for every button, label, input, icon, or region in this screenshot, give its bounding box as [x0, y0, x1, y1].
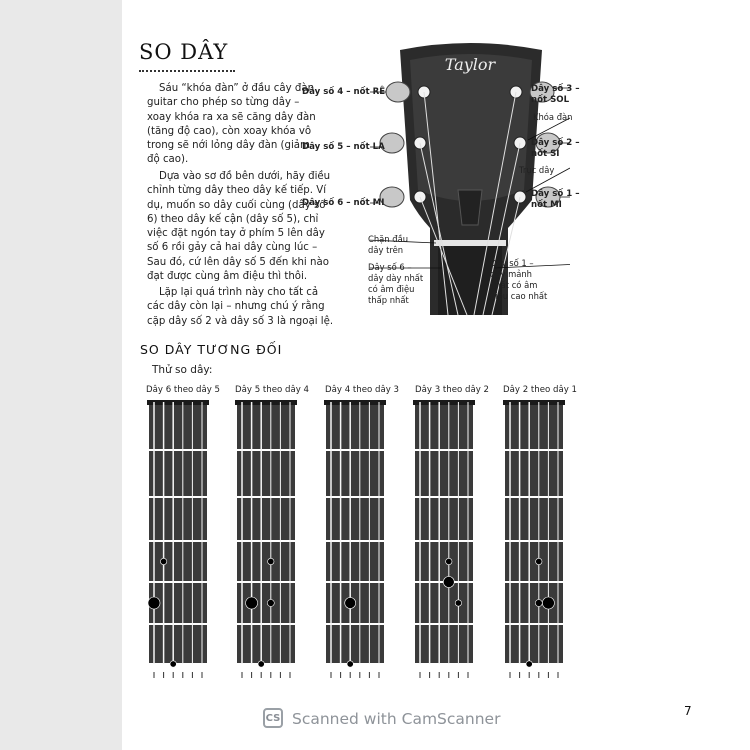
finger-dot — [258, 661, 264, 667]
fretboard-nut — [324, 400, 386, 405]
finger-dot — [455, 600, 461, 606]
string-post-label: Trục dây — [519, 165, 555, 175]
fretboard-diagram-1 — [146, 400, 210, 678]
fretboard — [415, 402, 473, 670]
intro-text-1: Sáu “khóa đàn” ở đầu cây đàn guitar cho phép so từng dây – xoay khóa ra xa sẽ căng dây đàn (tăng độ cao), còn xoay khóa vô trong sẽ nới lỏng dây đàn (giảm độ cao). — [147, 83, 316, 166]
intro-text-3: Lặp lại quá trình này cho tất cả các dây còn lại – nhưng chú ý rằng cặp dây số 2 và dây số 3 là ngoại lệ. — [147, 287, 334, 327]
string-1-label-line2: nốt MI — [531, 200, 562, 210]
intro-paragraph-2 — [147, 170, 337, 284]
fretboard-diagram-5 — [502, 400, 566, 678]
string-1-note-line4: điệu cao nhất — [490, 291, 548, 301]
finger-dot — [148, 597, 160, 609]
string-2-label-line1: Dây số 2 – — [531, 138, 580, 148]
tuning-peg-label: Khóa đàn — [533, 112, 573, 122]
string-3-label-line2: nốt SOL — [531, 95, 570, 105]
intro-paragraph-3 — [147, 286, 337, 329]
relative-tuning-title: SO DÂY TƯƠNG ĐỐI — [140, 342, 283, 357]
fretboard-nut — [147, 400, 209, 405]
nut-label-line1: Chặn đầu — [368, 234, 409, 244]
string-2-label-line2: nốt SI — [531, 149, 560, 159]
finger-dot — [267, 600, 274, 607]
camscanner-icon: CS — [263, 708, 283, 728]
fretboard-end — [234, 664, 298, 672]
fretboard-nut — [503, 400, 565, 405]
string-6-note — [368, 262, 423, 306]
page-number: 7 — [684, 704, 692, 718]
string-1-note-line3: nhất có âm — [490, 280, 538, 290]
string-3-label-line1: Dây số 3 – — [531, 84, 580, 94]
finger-dot — [443, 577, 454, 588]
page-title: SO DÂY — [139, 40, 229, 64]
fretboard-diagram-2 — [234, 400, 298, 678]
try-tuning-label: Thử so dây: — [152, 364, 213, 376]
fretboard-diagrams — [122, 396, 750, 696]
finger-dot — [246, 597, 258, 609]
brand-logo: Taylor — [444, 55, 496, 74]
finger-dot — [345, 598, 356, 609]
fretboard-end — [323, 664, 387, 672]
fretboard-end — [146, 664, 210, 672]
fretboard-nut — [413, 400, 475, 405]
diagram-label-6-5: Dây 6 theo dây 5 — [146, 385, 220, 395]
finger-dot — [536, 558, 542, 564]
finger-dot — [268, 558, 274, 564]
nut-label-line2: dây trên — [368, 245, 404, 255]
fretboard-nut — [235, 400, 297, 405]
string-1-note-line1: Dây số 1 – — [490, 258, 534, 268]
finger-dot — [535, 600, 542, 607]
string-6-label: Dây số 6 – nốt MI — [302, 198, 385, 208]
finger-dot — [446, 558, 452, 564]
fretboard — [149, 402, 207, 670]
finger-dot — [347, 661, 353, 667]
fretboard-end — [412, 664, 476, 672]
diagram-label-2-1: Dây 2 theo dây 1 — [503, 385, 577, 395]
string-4-label: Dây số 4 – nốt RÊ — [302, 87, 386, 97]
finger-dot — [170, 661, 176, 667]
fretboard — [237, 402, 295, 670]
finger-dot — [160, 558, 166, 564]
string-1-note — [490, 258, 547, 302]
camscanner-watermark: Scanned with CamScanner — [292, 710, 501, 728]
nut-label — [368, 234, 408, 256]
string-6-note-line3: có âm điệu — [368, 284, 415, 294]
diagram-label-4-3: Dây 4 theo dây 3 — [325, 385, 399, 395]
diagram-label-3-2: Dây 3 theo dây 2 — [415, 385, 489, 395]
string-6-note-line2: dây dày nhất — [368, 273, 424, 283]
finger-dot — [526, 661, 532, 667]
fretboard — [326, 402, 384, 670]
string-1-label-line1: Dây số 1 – — [531, 189, 580, 199]
book-page — [122, 0, 750, 750]
fretboard-end — [502, 664, 566, 672]
fretboard-diagram-3 — [323, 400, 387, 678]
string-5-label: Dây số 5 – nốt LA — [302, 142, 385, 152]
string-1-note-line2: dây mảnh — [490, 269, 532, 279]
intro-text-2: Dựa vào sơ đồ bên dưới, hãy điều chỉnh từng dây theo dây kế tiếp. Ví dụ, muốn so dây cuối cùng (dây số 6) theo dây kế cận (dây số 5), chỉ việc đặt ngón tay ở phím 5 lên dây số 6 rồi gảy cả hai dây cùng lúc – Sau đó, cứ lên dây số 5 đến khi nào đạt được cùng âm điệu thì thôi. — [147, 171, 331, 283]
title-underline — [139, 70, 235, 72]
intro-paragraph-1 — [147, 82, 317, 168]
fretboard-diagram-4 — [412, 400, 476, 678]
string-6-note-line4: thấp nhất — [368, 295, 409, 305]
diagram-label-5-4: Dây 5 theo dây 4 — [235, 385, 309, 395]
fretboard — [505, 402, 563, 670]
string-6-note-line1: Dây số 6 – — [368, 262, 412, 272]
finger-dot — [542, 597, 554, 609]
